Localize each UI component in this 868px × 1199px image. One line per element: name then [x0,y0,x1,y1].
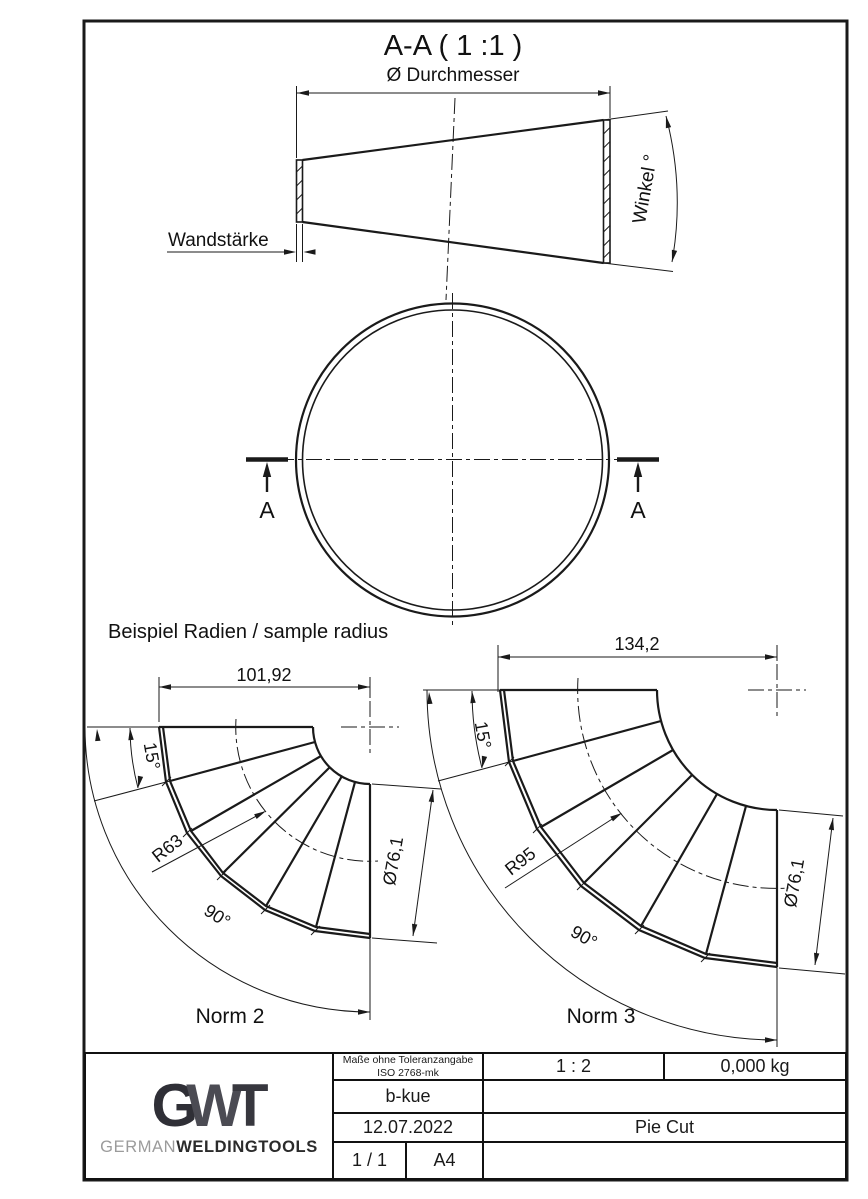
section-view-title: A-A ( 1 :1 ) [383,30,523,62]
diameter-dim-label: Ø Durchmesser [386,65,520,86]
date-cell: 12.07.2022 [334,1114,482,1143]
top-view-circle [246,293,659,627]
sheet-number-cell: 1 / 1 [334,1143,407,1178]
title-block-middle-column [334,1054,484,1178]
angle-dim-label: Winkel ° [629,152,662,226]
logo-letter-t: T [231,1071,267,1139]
paper-format-cell: A4 [433,1150,456,1170]
norm3-length-dim: 134,2 [614,634,660,654]
section-marker-left: A [259,497,275,523]
logo-letter-w: W [186,1071,241,1139]
norm2-total-angle-dim: 90° [200,900,235,932]
norm3-segment-angle-dim: 15° [470,719,496,751]
section-marker-right: A [630,497,646,523]
brand-suffix: WELDINGTOOLS [176,1137,318,1156]
sample-radius-heading: Beispiel Radien / sample radius [108,621,389,643]
wall-thickness-label: Wandstärke [168,230,269,251]
norm3-total-angle-dim: 90° [567,921,601,953]
empty-cell-2 [484,1143,845,1178]
tolerance-note-line1: Maße ohne Toleranzangabe [342,1053,474,1066]
norm3-radius-dim: R95 [501,843,540,880]
norm3-elbow-view [423,634,845,1047]
weight-cell: 0,000 kg [720,1056,790,1076]
norm2-label: Norm 2 [195,1005,265,1028]
norm2-pipe-diameter-dim: Ø76,1 [378,835,408,887]
drawing-title-cell: Pie Cut [484,1114,845,1143]
company-logo [86,1054,334,1178]
logo-letter-g: G [151,1071,197,1139]
brand-prefix: GERMAN [100,1137,177,1156]
scale-weight-row [484,1054,845,1081]
tolerance-note-line2: ISO 2768-mk [377,1066,439,1079]
tolerance-note-cell [334,1054,482,1081]
norm3-pipe-diameter-dim: Ø76,1 [779,857,809,909]
title-block-right-column [484,1054,845,1178]
norm2-segment-angle-dim: 15° [139,740,165,772]
empty-cell-1 [484,1081,845,1114]
gwt-logo-icon [151,1071,267,1139]
norm2-length-dim: 101,92 [236,665,292,685]
scale-cell: 1 : 2 [484,1054,665,1079]
norm2-elbow-view [85,665,441,1028]
author-cell: b-kue [334,1081,482,1114]
section-view-cone [167,30,677,300]
norm2-radius-dim: R63 [148,830,187,867]
title-block [84,1052,847,1180]
sheet-format-row [334,1143,482,1178]
norm3-label: Norm 3 [566,1005,636,1028]
brand-name [100,1138,318,1157]
